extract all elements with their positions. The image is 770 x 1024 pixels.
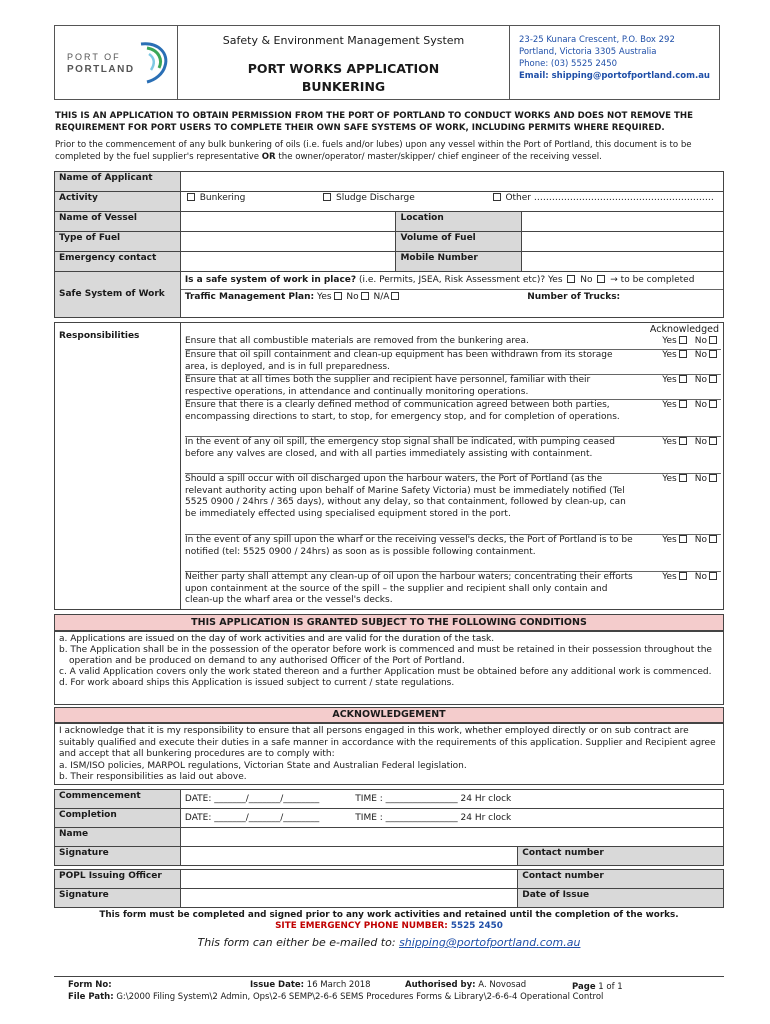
page-number xyxy=(572,982,623,993)
yes-label: Yes xyxy=(662,572,677,582)
acknowledged-options xyxy=(651,572,721,609)
officer-contact-label: Contact number xyxy=(518,870,724,889)
issue-date xyxy=(250,980,371,991)
safe-no-label: No xyxy=(580,275,593,285)
tmp-yes-label: Yes xyxy=(317,292,332,302)
no-label: No xyxy=(694,375,707,385)
officer-table xyxy=(54,869,724,908)
yes-checkbox[interactable] xyxy=(679,474,687,482)
acknowledged-options xyxy=(651,336,721,349)
yes-checkbox[interactable] xyxy=(679,400,687,408)
type-of-fuel-field[interactable] xyxy=(180,232,396,252)
acknowledged-options xyxy=(651,474,721,534)
issue-date-label: Issue Date: xyxy=(250,980,305,990)
responsibility-text: Should a spill occur with oil discharged upon the harbour waters, the Port of Portland (as the relevant authority acting upon behalf of Marine Safety Victoria) must be immediately notified (Tel 5525 0900 / 24hrs / 365 days), without any delay, so that containment, followed by clean-up, can be immediately effected using specialised equipment stored in the port. xyxy=(185,474,626,519)
no-label: No xyxy=(694,437,707,447)
tmp-na-label: N/A xyxy=(373,292,390,302)
yes-label: Yes xyxy=(662,400,677,410)
phone: Phone: (03) 5525 2450 xyxy=(519,59,618,69)
yes-checkbox[interactable] xyxy=(679,375,687,383)
file-path xyxy=(68,992,603,1003)
commencement-label: Commencement xyxy=(55,790,181,809)
responsibility-text: Neither party shall attempt any clean-up of oil upon the harbour waters; concentrating their efforts upon containment at the source of the spill – the supplier and recipient shall only contain and clean-up the wharf area or the vessel's decks. xyxy=(185,572,633,605)
condition-item: a. Applications are issued on the day of work activities and are valid for the duration of the task. xyxy=(59,634,495,644)
no-checkbox[interactable] xyxy=(709,375,717,383)
safe-system-table xyxy=(54,271,724,318)
yes-checkbox[interactable] xyxy=(679,437,687,445)
email-link[interactable]: shipping@portofportland.com.au xyxy=(399,936,581,949)
acknowledgement-body xyxy=(54,723,724,785)
safe-no-checkbox[interactable] xyxy=(597,275,605,283)
contact-number-label: Contact number xyxy=(518,847,724,866)
yes-label: Yes xyxy=(662,437,677,447)
responsibility-item xyxy=(185,474,721,535)
intro-text-a: Prior to the commencement of any bulk bunkering of oils (i.e. fuels and/or lubes) upon any vessel within the Port of Portland, this document is to be completed by the fuel supplier's representative xyxy=(55,140,692,162)
responsibility-item xyxy=(185,572,721,609)
logo-box xyxy=(54,25,178,100)
officer-signature-field[interactable] xyxy=(180,889,517,908)
no-checkbox[interactable] xyxy=(709,535,717,543)
yes-label: Yes xyxy=(662,474,677,484)
acknowledged-options xyxy=(651,535,721,571)
signature-label: Signature xyxy=(55,847,181,866)
location-label: Location xyxy=(396,212,522,232)
no-label: No xyxy=(694,572,707,582)
acknowledged-options xyxy=(651,350,721,374)
date-of-issue-label: Date of Issue xyxy=(518,889,724,908)
acknowledged-options xyxy=(651,437,721,473)
applicant-table xyxy=(54,171,724,272)
acknowledgement-heading: ACKNOWLEDGEMENT xyxy=(54,707,724,723)
name-of-vessel-label: Name of Vessel xyxy=(55,212,181,232)
responsibility-item xyxy=(185,535,721,572)
mobile-number-field[interactable] xyxy=(522,252,724,272)
tmp-yes-checkbox[interactable] xyxy=(334,292,342,300)
acknowledgement-text: I acknowledge that it is my responsibility to ensure that all persons engaged in this work, whether employed directly or on sub contract are suitably qualified and execute their duties in a safe manner in accordance with the requirements of this application. Supplier and Recipient agree and accept that all bunkering procedures are to comply with: xyxy=(59,726,716,759)
footer-rule xyxy=(54,976,724,977)
site-emergency-label: SITE EMERGENCY PHONE NUMBER: xyxy=(275,921,448,931)
system-title: Safety & Environment Management System xyxy=(222,34,465,47)
no-checkbox[interactable] xyxy=(709,336,717,344)
tmp-label: Traffic Management Plan: xyxy=(184,292,315,302)
responsibility-item xyxy=(185,336,721,350)
completion-field[interactable] xyxy=(180,809,723,828)
tmp-no-label: No xyxy=(346,292,359,302)
conditions-heading: THIS APPLICATION IS GRANTED SUBJECT TO THE FOLLOWING CONDITIONS xyxy=(54,614,724,631)
responsibility-item xyxy=(185,400,721,437)
no-checkbox[interactable] xyxy=(709,437,717,445)
tmp-na-checkbox[interactable] xyxy=(391,292,399,300)
bunkering-label: Bunkering xyxy=(199,193,246,203)
name-of-applicant-field[interactable] xyxy=(180,172,723,192)
safe-tail: → to be completed xyxy=(610,275,695,285)
logo-line2: PORTLAND xyxy=(67,64,135,75)
acknowledgement-item-a: a. ISM/ISO policies, MARPOL regulations, Victorian State and Australian Federal legislation. xyxy=(59,760,467,771)
email-prefix: This form can either be e-mailed to: xyxy=(197,936,400,949)
acknowledgement-item-b: b. Their responsibilities as laid out above. xyxy=(59,772,247,782)
site-emergency-number: 5525 2450 xyxy=(450,921,503,931)
volume-of-fuel-field[interactable] xyxy=(522,232,724,252)
popl-officer-label: POPL Issuing Officer xyxy=(55,870,181,889)
signoff-table xyxy=(54,789,724,866)
email-notice xyxy=(54,936,724,949)
file-path-value: G:\2000 Filing System\2 Admin, Ops\2-6 SEMP\2-6-6 SEMS Procedures Forms & Library\2-6-6-4 Operational Control xyxy=(116,992,604,1002)
completion-time[interactable]: TIME : ________________ 24 Hr clock xyxy=(355,813,512,823)
email: Email: shipping@portofportland.com.au xyxy=(519,71,710,81)
responsibility-text: In the event of any spill upon the wharf or the receiving vessel's decks, the Port of Portland is to be notified (tel: 5525 0900 / 24hrs) as soon as is possible following containment. xyxy=(185,535,633,557)
name-label: Name xyxy=(55,828,181,847)
responsibility-text: Ensure that all combustible materials are removed from the bunkering area. xyxy=(185,336,529,346)
yes-checkbox[interactable] xyxy=(679,572,687,580)
site-emergency-line xyxy=(54,920,724,932)
sludge-label: Sludge Discharge xyxy=(335,193,415,203)
name-of-applicant-label: Name of Applicant xyxy=(55,172,181,192)
authorised-by-value: A. Novosad xyxy=(478,980,527,990)
no-label: No xyxy=(694,400,707,410)
form-no-label: Form No: xyxy=(68,980,112,990)
port-logo-icon xyxy=(63,38,175,88)
signature-field[interactable] xyxy=(180,847,517,866)
authorised-by xyxy=(405,980,526,991)
completion-label: Completion xyxy=(55,809,181,828)
activity-options xyxy=(180,192,723,212)
completion-notice: This form must be completed and signed prior to any work activities and retained until the completion of the works. xyxy=(99,910,679,920)
yes-label: Yes xyxy=(662,375,677,385)
commencement-field[interactable] xyxy=(180,790,723,809)
yes-label: Yes xyxy=(662,350,677,360)
responsibility-text: Ensure that at all times both the supplier and recipient have personnel, familiar with their respective operations, in attendance and continually monitoring operations. xyxy=(185,375,591,397)
logo-line1: PORT OF xyxy=(67,52,121,62)
other-blank[interactable]: …………………………………………………… xyxy=(533,193,714,203)
yes-checkbox[interactable] xyxy=(679,350,687,358)
no-checkbox[interactable] xyxy=(709,350,717,358)
condition-item: d. For work aboard ships this Application is issued subject to current / state regulations. xyxy=(59,678,455,688)
name-of-vessel-field[interactable] xyxy=(180,212,396,232)
condition-item: c. A valid Application covers only the work stated thereon and a further Application must be obtained before any additional work is commenced. xyxy=(59,667,712,677)
form-subtitle: BUNKERING xyxy=(301,79,386,94)
type-of-fuel-label: Type of Fuel xyxy=(55,232,181,252)
conditions-list xyxy=(54,631,724,705)
safe-question-rest: (i.e. Permits, JSEA, Risk Assessment etc)? Yes xyxy=(356,275,563,285)
responsibilities-label-cell xyxy=(55,323,181,609)
responsibility-text: Ensure that oil spill containment and clean-up equipment has been withdrawn from its storage area, is deployed, and is in full preparedness. xyxy=(185,350,613,372)
no-label: No xyxy=(694,535,707,545)
address-line1: 23-25 Kunara Crescent, P.O. Box 292 xyxy=(519,35,675,45)
sludge-checkbox[interactable] xyxy=(323,193,331,201)
yes-checkbox[interactable] xyxy=(679,535,687,543)
trucks-label: Number of Trucks: xyxy=(527,292,621,302)
acknowledged-options xyxy=(651,375,721,399)
responsibilities-label: Responsibilities xyxy=(59,331,140,341)
mobile-number-label: Mobile Number xyxy=(396,252,522,272)
responsibilities-box xyxy=(54,322,724,610)
header-title-box xyxy=(178,25,510,100)
yes-label: Yes xyxy=(662,535,677,545)
safe-question: Is a safe system of work in place? xyxy=(184,275,357,285)
yes-checkbox[interactable] xyxy=(679,336,687,344)
yes-label: Yes xyxy=(662,336,677,346)
acknowledged-options xyxy=(651,400,721,436)
emergency-contact-field[interactable] xyxy=(180,252,396,272)
commencement-time[interactable]: TIME : ________________ 24 Hr clock xyxy=(355,794,512,804)
issue-date-value: 16 March 2018 xyxy=(306,980,371,990)
activity-label: Activity xyxy=(55,192,181,212)
page-value: 1 of 1 xyxy=(598,982,623,992)
authorised-by-label: Authorised by: xyxy=(405,980,476,990)
form-title: PORT WORKS APPLICATION xyxy=(247,61,440,76)
responsibility-text: In the event of any oil spill, the emergency stop signal shall be indicated, with pumping ceased before any valves are closed, and with all parties immediately assisting with containment. xyxy=(185,437,615,459)
form-no xyxy=(68,980,112,991)
file-path-label: File Path: xyxy=(68,992,114,1002)
responsibility-item xyxy=(185,437,721,474)
commencement-date[interactable]: DATE: _______/_______/________ xyxy=(184,794,320,804)
other-checkbox[interactable] xyxy=(493,193,501,201)
no-checkbox[interactable] xyxy=(709,474,717,482)
no-checkbox[interactable] xyxy=(709,572,717,580)
tmp-no-checkbox[interactable] xyxy=(361,292,369,300)
safe-yes-checkbox[interactable] xyxy=(567,275,575,283)
intro-bold: THIS IS AN APPLICATION TO OBTAIN PERMISSION FROM THE PORT OF PORTLAND TO CONDUCT WORKS AND DOES NOT REMOVE THE REQUIREMENT FOR PORT USERS TO COMPLETE THEIR OWN SAFE SYSTEMS OF WORK, INCLUDING PERMITS WHERE REQUIRED. xyxy=(55,111,693,133)
officer-signature-label: Signature xyxy=(55,889,181,908)
location-field[interactable] xyxy=(522,212,724,232)
intro-or: OR xyxy=(261,152,276,162)
safe-system-label: Safe System of Work xyxy=(55,272,181,318)
condition-item: b. The Application shall be in the possession of the operator before work is commenced and must be retained in their possession throughout the operation and be produced on demand to any authorised Officer of the Port of Portland. xyxy=(59,645,712,666)
header-address-box xyxy=(510,25,720,100)
responsibility-item xyxy=(185,350,721,375)
popl-officer-field[interactable] xyxy=(180,870,517,889)
acknowledged-heading: Acknowledged xyxy=(649,324,719,335)
responsibility-text: Ensure that there is a clearly defined method of communication agreed between both parties, encompassing directions to start, to stop, for emergency stop, and for completion of operations. xyxy=(185,400,620,422)
other-label: Other xyxy=(505,193,531,203)
responsibilities-list xyxy=(185,336,721,609)
safe-system-content xyxy=(180,272,723,318)
volume-of-fuel-label: Volume of Fuel xyxy=(396,232,522,252)
bunkering-checkbox[interactable] xyxy=(187,193,195,201)
no-label: No xyxy=(694,474,707,484)
intro-text-b: the owner/operator/ master/skipper/ chief engineer of the receiving vessel. xyxy=(275,152,602,162)
page-label: Page xyxy=(572,982,596,992)
emergency-contact-label: Emergency contact xyxy=(55,252,181,272)
no-label: No xyxy=(694,336,707,346)
responsibility-item xyxy=(185,375,721,400)
no-checkbox[interactable] xyxy=(709,400,717,408)
completion-date[interactable]: DATE: _______/_______/________ xyxy=(184,813,320,823)
name-field[interactable] xyxy=(180,828,723,847)
address-line2: Portland, Victoria 3305 Australia xyxy=(519,47,657,57)
intro-paragraph xyxy=(55,139,723,163)
no-label: No xyxy=(694,350,707,360)
